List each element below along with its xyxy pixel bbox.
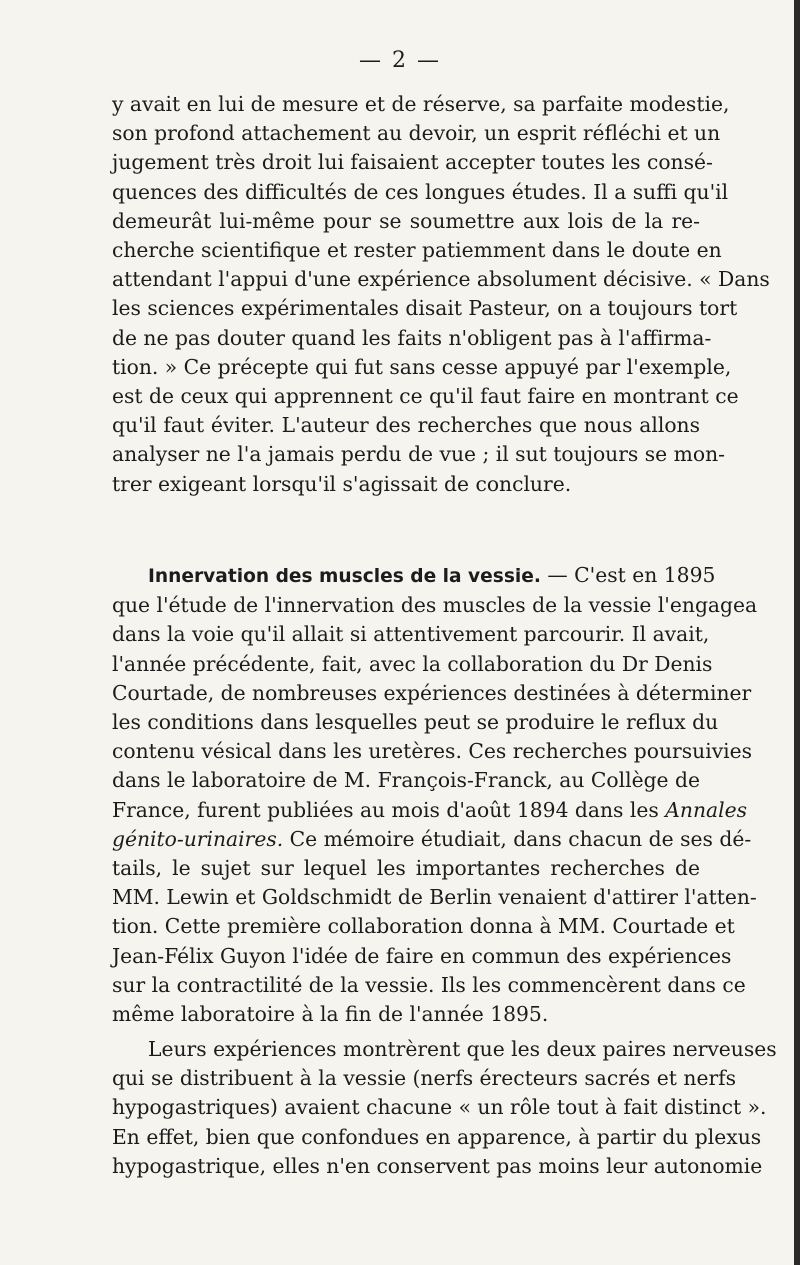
text-line: contenu vésical dans les uretères. Ces recherches poursuivies: [112, 739, 753, 764]
text-line: tion. Cette première collaboration donna à MM. Courtade et: [112, 914, 735, 939]
text-line: demeurât lui-même pour se soumettre aux lois de la re-: [112, 208, 700, 233]
text-line: tails, le sujet sur lequel les importantes recherches de: [112, 856, 700, 881]
text-line: hypogastriques) avaient chacune « un rôle tout à fait distinct ».: [112, 1095, 767, 1120]
text-line: dans le laboratoire de M. François-Franck, au Collège de: [112, 768, 700, 793]
text-line: trer exigeant lorsqu'il s'agissait de conclure.: [112, 471, 572, 496]
text-line: jugement très droit lui faisaient accepter toutes les consé-: [112, 150, 713, 175]
text-line: MM. Lewin et Goldschmidt de Berlin venaient d'attirer l'atten-: [112, 885, 757, 910]
text-line: [112, 825, 752, 854]
text-line: même laboratoire à la fin de l'année 1895.: [112, 1002, 549, 1027]
text-segment: France, furent publiées au mois d'août 1894 dans les: [112, 797, 659, 822]
text-line: de ne pas douter quand les faits n'obligent pas à l'affirma-: [112, 325, 712, 350]
text-line: attendant l'appui d'une expérience absolument décisive. « Dans: [112, 267, 770, 292]
journal-title-cont: génito-urinaires.: [112, 826, 284, 851]
paragraph-2: [112, 561, 758, 1029]
section-heading: Innervation des muscles de la vessie.: [148, 566, 541, 587]
text-line: tion. » Ce précepte qui fut sans cesse appuyé par l'exemple,: [112, 354, 732, 379]
text-line: son profond attachement au devoir, un esprit réfléchi et un: [112, 121, 721, 146]
text-line: qu'il faut éviter. L'auteur des recherches que nous allons: [112, 413, 700, 438]
paragraph-3: [112, 1035, 777, 1181]
journal-title: Annales: [665, 797, 748, 822]
paragraph-1: [112, 90, 770, 499]
text-line: Courtade, de nombreuses expériences destinées à déterminer: [112, 680, 752, 705]
page-number: — 2 —: [359, 48, 441, 73]
text-line: analyser ne l'a jamais perdu de vue ; il sut toujours se mon-: [112, 442, 725, 467]
text-line: [112, 561, 716, 591]
text-line: est de ceux qui apprennent ce qu'il faut faire en montrant ce: [112, 384, 739, 409]
text-line: les sciences expérimentales disait Pasteur, on a toujours tort: [112, 296, 738, 321]
text-line: hypogastrique, elles n'en conservent pas moins leur autonomie: [112, 1153, 763, 1178]
text-line: dans la voie qu'il allait si attentivement parcourir. Il avait,: [112, 622, 710, 647]
text-line: y avait en lui de mesure et de réserve, sa parfaite modestie,: [112, 92, 730, 116]
text-line: les conditions dans lesquelles peut se produire le reflux du: [112, 710, 719, 735]
heading-continuation: — C'est en 1895: [540, 563, 716, 587]
text-line: En effet, bien que confondues en apparence, à partir du plexus: [112, 1124, 762, 1149]
text-line: Leurs expériences montrèrent que les deux paires nerveuses: [148, 1037, 777, 1061]
text-segment: Ce mémoire étudiait, dans chacun de ses dé-: [283, 826, 752, 851]
text-line: sur la contractilité de la vessie. Ils les commencèrent dans ce: [112, 972, 746, 997]
text-line: quences des difficultés de ces longues études. Il a suffi qu'il: [112, 179, 729, 204]
text-line: l'année précédente, fait, avec la collaboration du Dr Denis: [112, 651, 713, 676]
page-edge-shadow: [794, 0, 800, 1265]
text-line: qui se distribuent à la vessie (nerfs érecteurs sacrés et nerfs: [112, 1066, 737, 1091]
text-line: [112, 796, 748, 825]
text-line: que l'étude de l'innervation des muscles de la vessie l'engagea: [112, 593, 758, 618]
text-line: cherche scientifique et rester patiemment dans le doute en: [112, 238, 722, 263]
text-line: Jean-Félix Guyon l'idée de faire en commun des expériences: [112, 943, 732, 968]
